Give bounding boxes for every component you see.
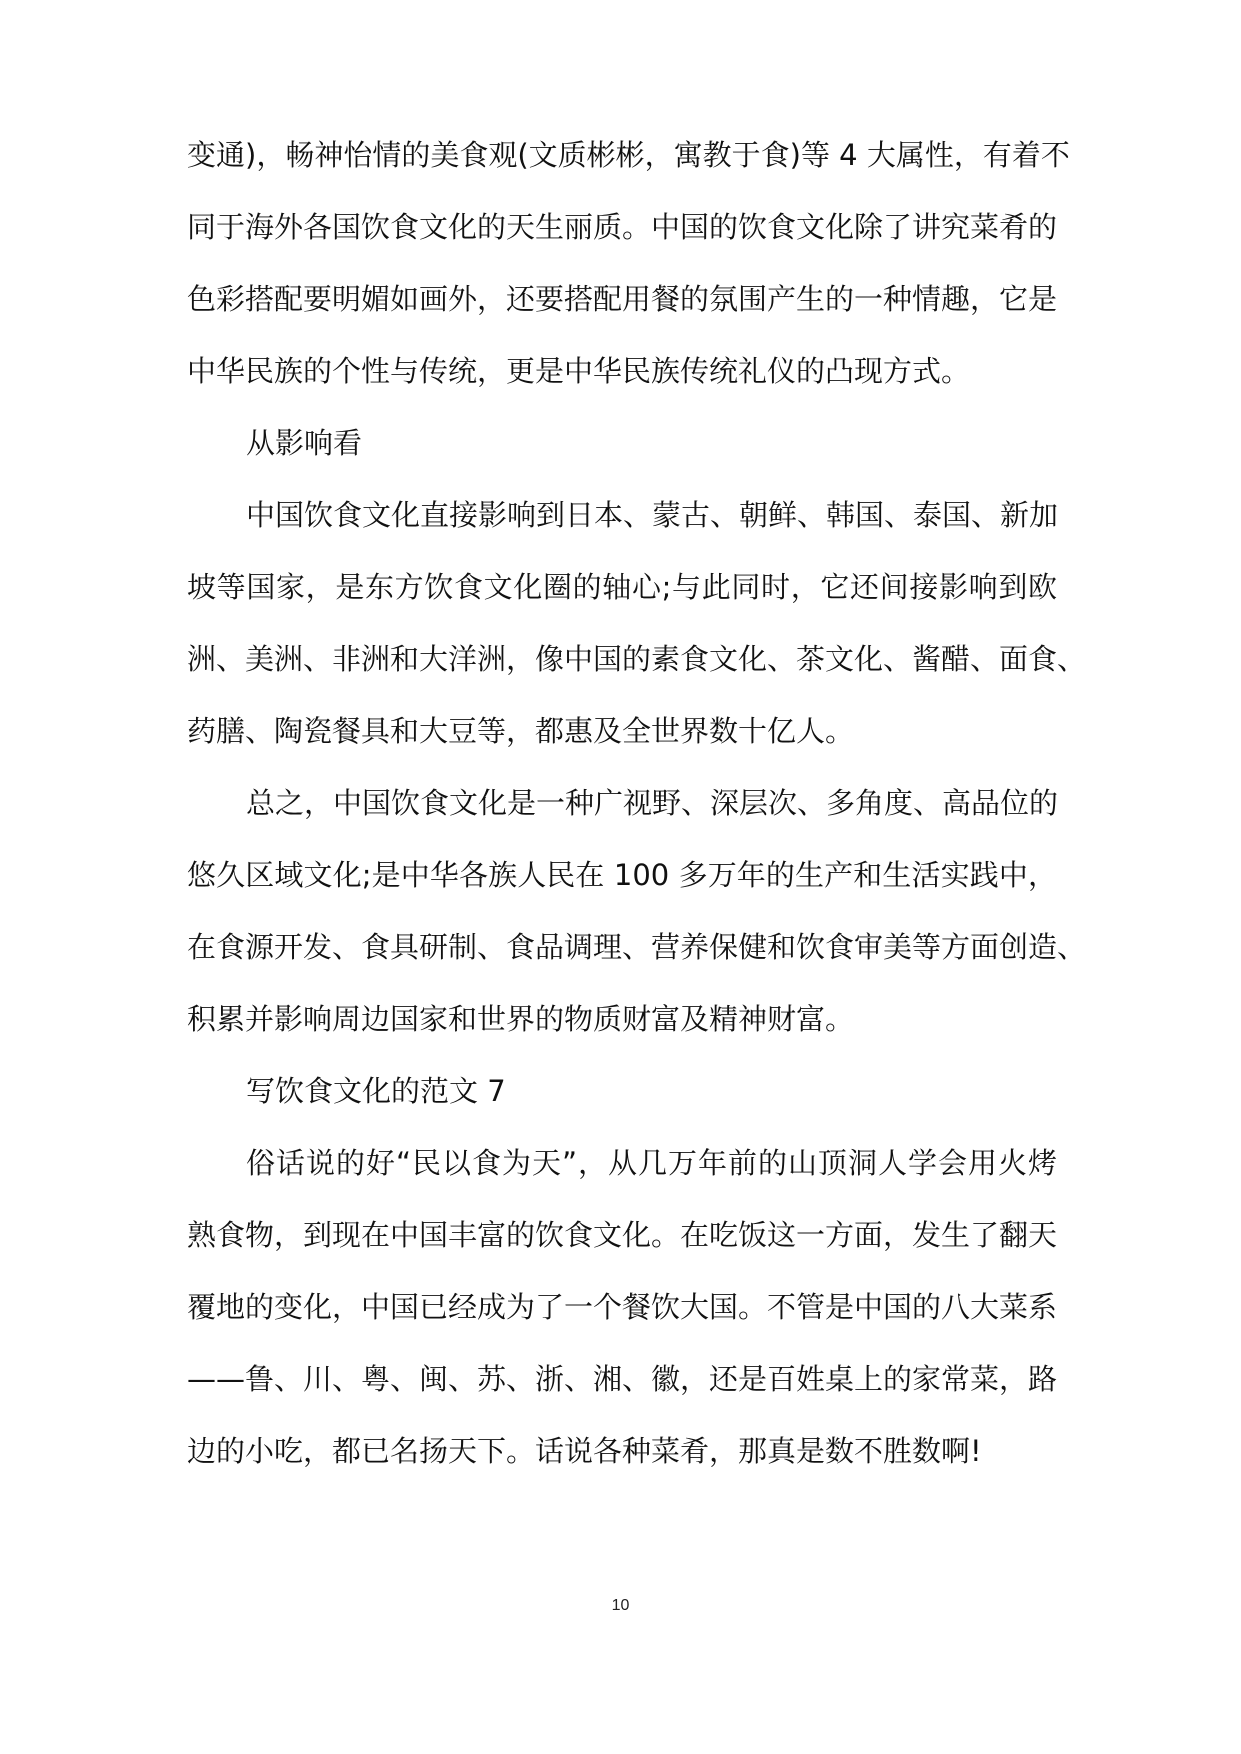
text-line: ——鲁、川、粤、闽、苏、浙、湘、徽，还是百姓桌上的家常菜，路 (187, 1362, 1058, 1396)
section-heading: 从影响看 (246, 426, 363, 460)
text-line: 中国饮食文化直接影响到日本、蒙古、朝鲜、韩国、泰国、新加 (246, 498, 1059, 532)
text-line: 悠久区域文化;是中华各族人民在 100 多万年的生产和生活实践中， (187, 858, 1057, 892)
text-line: 总之，中国饮食文化是一种广视野、深层次、多角度、高品位的 (246, 786, 1059, 820)
section-heading: 写饮食文化的范文 7 (246, 1074, 506, 1108)
text-line: 变通)，畅神怡情的美食观(文质彬彬，寓教于食)等 4 大属性，有着不 (187, 138, 1070, 172)
text-line: 中华民族的个性与传统，更是中华民族传统礼仪的凸现方式。 (187, 354, 971, 388)
text-line: 药膳、陶瓷餐具和大豆等，都惠及全世界数十亿人。 (187, 714, 855, 748)
text-line: 色彩搭配要明媚如画外，还要搭配用餐的氛围产生的一种情趣，它是 (187, 282, 1058, 316)
text-line: 边的小吃，都已名扬天下。话说各种菜肴，那真是数不胜数啊! (187, 1434, 982, 1468)
page-number: 10 (611, 1597, 630, 1614)
text-line: 洲、美洲、非洲和大洋洲，像中国的素食文化、茶文化、酱醋、面食、 (187, 642, 1087, 676)
text-line: 覆地的变化，中国已经成为了一个餐饮大国。不管是中国的八大菜系 (187, 1290, 1058, 1324)
text-line: 在食源开发、食具研制、食品调理、营养保健和饮食审美等方面创造、 (187, 930, 1087, 964)
text-line: 俗话说的好“民以食为天”，从几万年前的山顶洞人学会用火烤 (246, 1146, 1057, 1180)
text-line: 熟食物，到现在中国丰富的饮食文化。在吃饭这一方面，发生了翻天 (187, 1218, 1058, 1252)
text-line: 同于海外各国饮食文化的天生丽质。中国的饮食文化除了讲究菜肴的 (187, 210, 1058, 244)
text-line: 积累并影响周边国家和世界的物质财富及精神财富。 (187, 1002, 855, 1036)
text-line: 坡等国家，是东方饮食文化圈的轴心;与此同时，它还间接影响到欧 (187, 570, 1057, 604)
